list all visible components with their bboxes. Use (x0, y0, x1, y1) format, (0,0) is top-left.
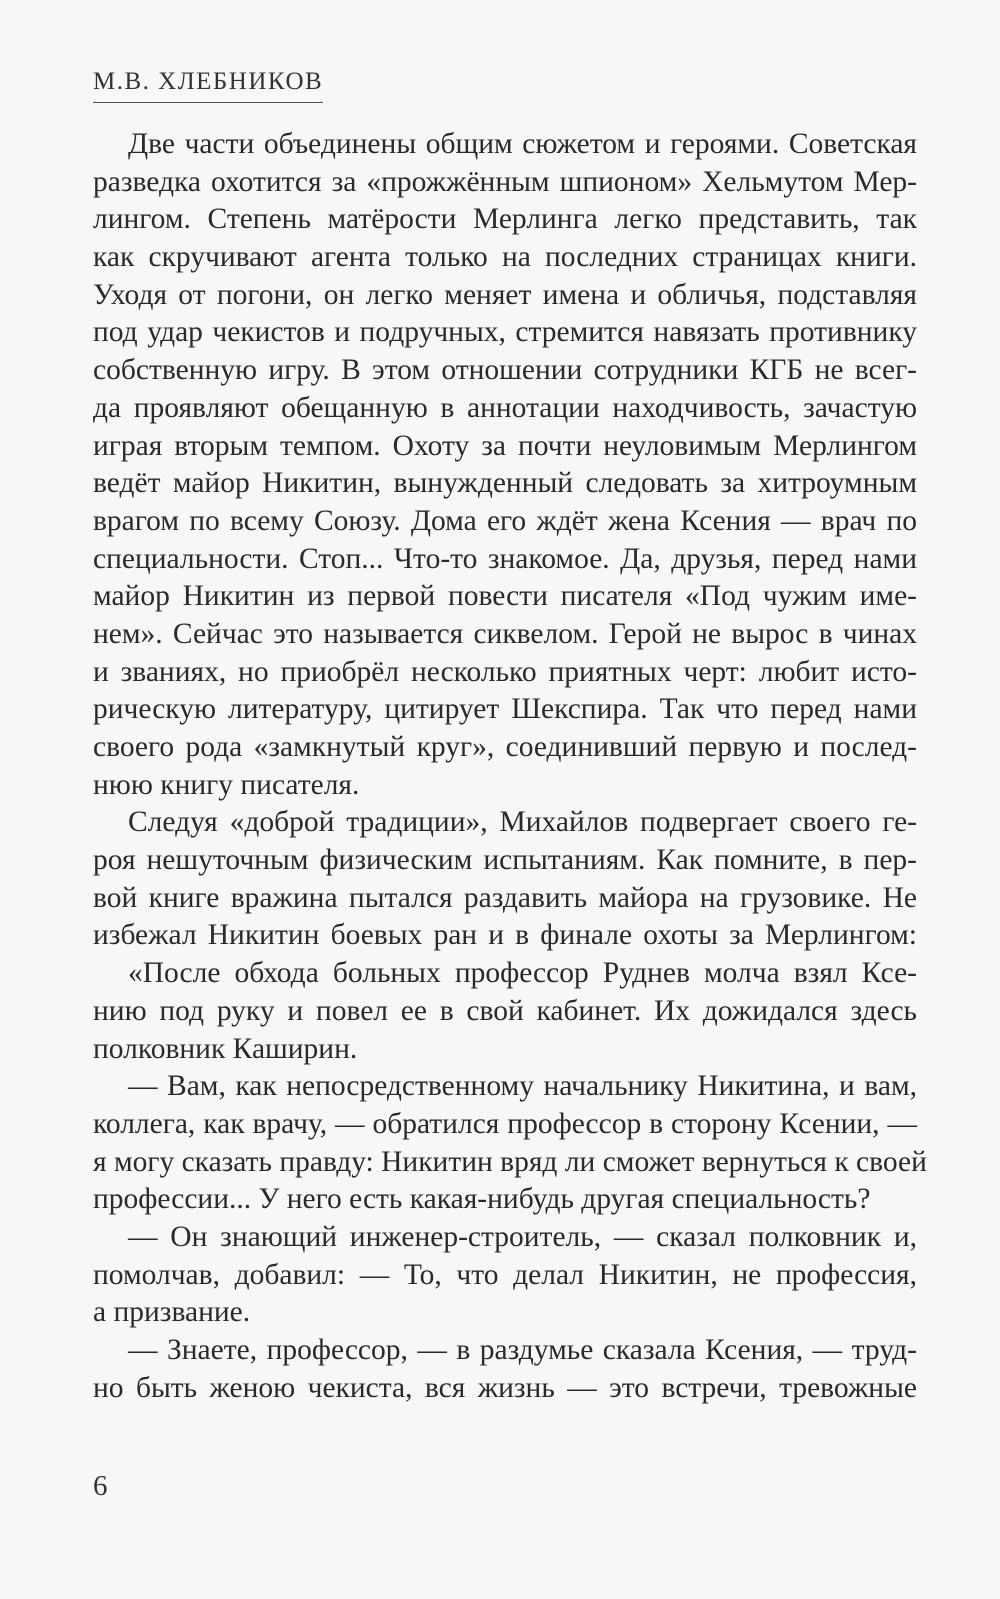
body-text (93, 126, 927, 1407)
text-line: нюю книгу писателя. (93, 768, 360, 801)
text-line: вой книге вражина пытался раздавить майора на грузовике. Не (93, 881, 917, 914)
text-line: «После обхода больных профессор Руднев молча взял Ксе- (128, 957, 917, 990)
text-line: но быть женою чекиста, вся жизнь — это встречи, тревожные (93, 1371, 917, 1404)
text-line: профессии... У него есть какая-нибудь другая специальность? (93, 1183, 871, 1216)
text-line: рическую литературу, цитирует Шекспира. Так что перед нами (93, 693, 917, 726)
text-line: нем». Сейчас это называется сиквелом. Герой не вырос в чинах (93, 617, 917, 650)
text-line: — Вам, как непосредственному начальнику Никитина, и вам, (128, 1070, 917, 1103)
text-line: майор Никитин из первой повести писателя «Под чужим име- (93, 580, 917, 613)
text-line: помолчав, добавил: — То, что делал Никитин, не профессия, (93, 1258, 917, 1291)
text-line: как скручивают агента только на последних страницах книги. (93, 241, 917, 274)
text-line: я могу сказать правду: Никитин вряд ли сможет вернуться к своей (93, 1145, 927, 1178)
text-line: врагом по всему Союзу. Дома его ждёт жена Ксения — врач по (93, 504, 917, 537)
text-line: ведёт майор Никитин, вынужденный следовать за хитроумным (93, 467, 917, 500)
page-number: 6 (93, 1470, 108, 1502)
text-line: Следуя «доброй традиции», Михайлов подвергает своего ге- (128, 806, 917, 839)
text-line: и званиях, но приобрёл несколько приятных черт: любит исто- (93, 655, 917, 688)
text-line: Две части объединены общим сюжетом и героями. Советская (128, 128, 917, 160)
running-head: М.В. ХЛЕБНИКОВ (93, 68, 323, 103)
text-line: коллега, как врачу, — обратился профессор в сторону Ксении, — (93, 1107, 917, 1140)
text-line: полковник Каширин. (93, 1032, 358, 1065)
text-line: избежал Никитин боевых ран и в финале охоты за Мерлингом: (93, 919, 917, 952)
text-line: роя нешуточным физическим испытаниям. Как помните, в пер- (93, 844, 917, 877)
text-line: нию под руку и повел ее в свой кабинет. Их дожидался здесь (93, 994, 917, 1027)
text-line: — Он знающий инженер-строитель, — сказал полковник и, (128, 1220, 917, 1253)
text-line: играя вторым темпом. Охоту за почти неуловимым Мерлингом (93, 429, 917, 462)
text-line: собственную игру. В этом отношении сотрудники КГБ не всег- (93, 354, 917, 387)
text-line: под удар чекистов и подручных, стремится навязать противнику (93, 316, 917, 349)
text-line: Уходя от погони, он легко меняет имена и обличья, подставляя (93, 278, 917, 311)
text-line: а призвание. (93, 1296, 251, 1329)
text-line: — Знаете, профессор, — в раздумье сказала Ксения, — труд- (128, 1334, 917, 1366)
text-line: да проявляют обещанную в аннотации находчивость, зачастую (93, 391, 917, 424)
text-line: лингом. Степень матёрости Мерлинга легко представить, так (93, 203, 917, 236)
text-line: своего рода «замкнутый круг», соединивший первую и послед- (93, 731, 917, 763)
text-line: специальности. Стоп... Что-то знакомое. Да, друзья, перед нами (93, 542, 917, 575)
text-line: разведка охотится за «прожжённым шпионом» Хельмутом Мер- (93, 165, 917, 198)
